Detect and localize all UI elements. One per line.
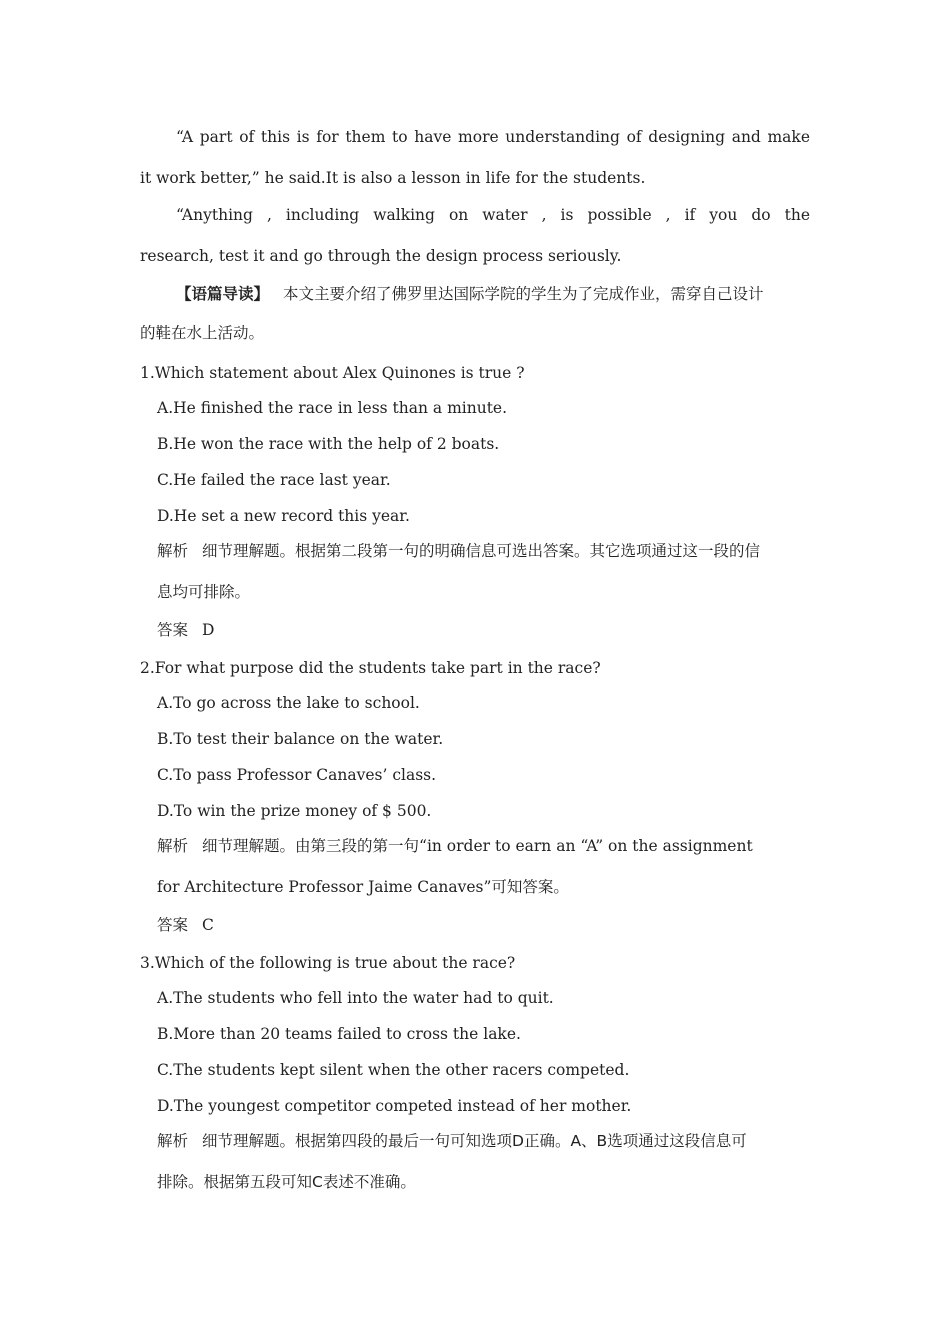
analysis bbox=[157, 541, 760, 561]
passage-paragraph-line: “A part of this is for them to have more understanding of designing and make bbox=[176, 128, 810, 146]
answer-value: C bbox=[202, 916, 214, 934]
analysis-label: 解析 bbox=[157, 1132, 189, 1150]
option-a: A.He finished the race in less than a minute. bbox=[157, 399, 508, 417]
option-b: B.He won the race with the help of 2 boats. bbox=[157, 435, 500, 453]
question-stem: 1.Which statement about Alex Quinones is true ? bbox=[140, 364, 525, 382]
passage-paragraph-line: “Anything , including walking on water , is possible , if you do the bbox=[176, 206, 810, 224]
answer bbox=[157, 620, 214, 640]
reading-guide-text: 的鞋在水上活动。 bbox=[140, 324, 265, 342]
reading-guide-text: 本文主要介绍了佛罗里达国际学院的学生为了完成作业，需穿自己设计 bbox=[283, 285, 764, 303]
option-a: A.To go across the lake to school. bbox=[157, 694, 420, 712]
analysis-text: 细节理解题。根据第四段的最后一句可知选项D正确。A、B选项通过这段信息可 bbox=[202, 1132, 747, 1150]
question-stem: 3.Which of the following is true about the race? bbox=[140, 954, 516, 972]
analysis-text: for Architecture Professor Jaime Canaves”可知答案。 bbox=[157, 878, 569, 896]
option-a: A.The students who fell into the water had to quit. bbox=[157, 989, 554, 1007]
option-b: B.To test their balance on the water. bbox=[157, 730, 444, 748]
passage-paragraph-line: research, test it and go through the design process seriously. bbox=[140, 247, 622, 265]
option-c: C.He failed the race last year. bbox=[157, 471, 391, 489]
option-d: D.To win the prize money of $ 500. bbox=[157, 802, 432, 820]
option-c: C.The students kept silent when the other racers competed. bbox=[157, 1061, 630, 1079]
analysis-text: 细节理解题。由第三段的第一句“in order to earn an “A” on the assignment bbox=[202, 837, 753, 855]
reading-guide-tag: 【语篇导读】 bbox=[176, 285, 270, 303]
analysis-text: 息均可排除。 bbox=[157, 583, 251, 601]
passage-paragraph-line: it work better,” he said.It is also a lesson in life for the students. bbox=[140, 169, 646, 187]
analysis-text: 细节理解题。根据第二段第一句的明确信息可选出答案。其它选项通过这一段的信 bbox=[202, 542, 761, 560]
analysis-text: 排除。根据第五段可知C表述不准确。 bbox=[157, 1173, 416, 1191]
analysis-label: 解析 bbox=[157, 542, 189, 560]
answer-value: D bbox=[202, 621, 215, 639]
option-d: D.The youngest competitor competed instead of her mother. bbox=[157, 1097, 632, 1115]
option-d: D.He set a new record this year. bbox=[157, 507, 410, 525]
answer-label: 答案 bbox=[157, 621, 189, 639]
analysis-label: 解析 bbox=[157, 837, 189, 855]
answer bbox=[157, 915, 214, 935]
option-c: C.To pass Professor Canaves’ class. bbox=[157, 766, 437, 784]
analysis bbox=[157, 1131, 747, 1151]
option-b: B.More than 20 teams failed to cross the lake. bbox=[157, 1025, 521, 1043]
reading-guide bbox=[176, 284, 764, 304]
answer-label: 答案 bbox=[157, 916, 189, 934]
question-stem: 2.For what purpose did the students take part in the race? bbox=[140, 659, 601, 677]
analysis bbox=[157, 836, 753, 856]
